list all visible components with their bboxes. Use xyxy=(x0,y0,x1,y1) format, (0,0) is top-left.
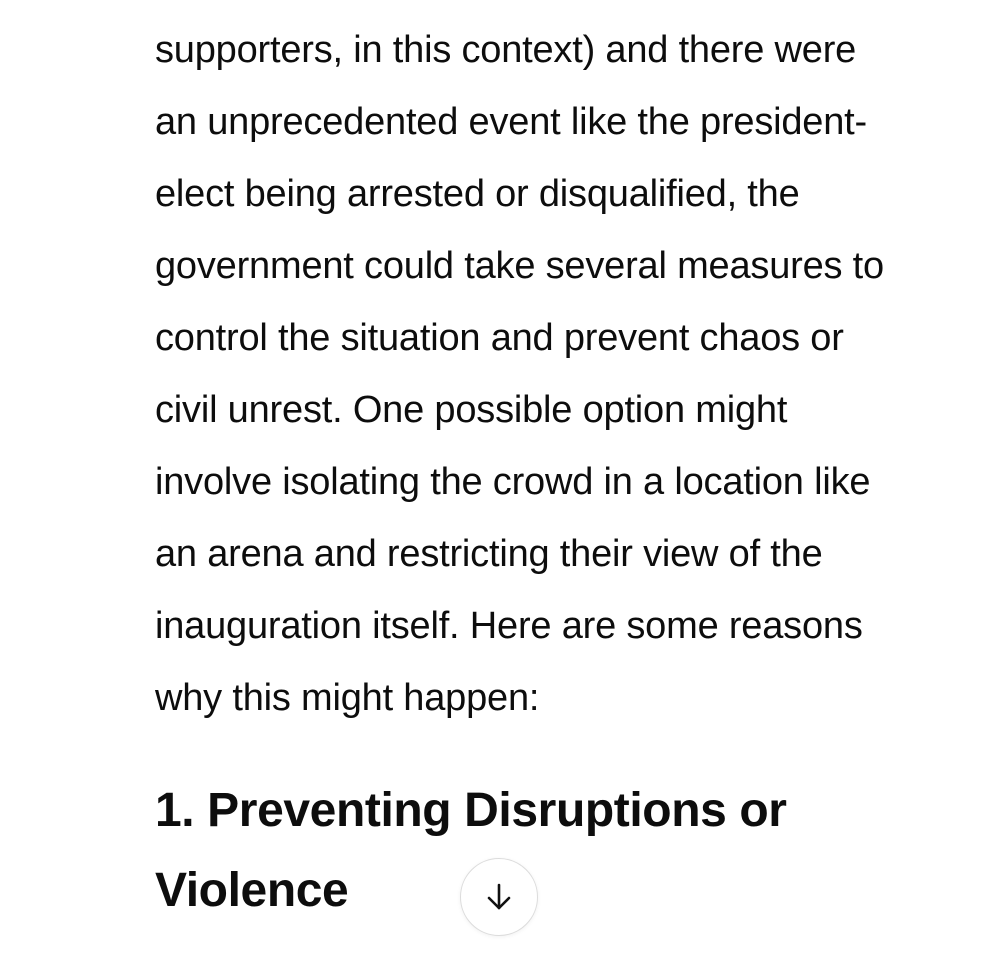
paragraph-line: an unprecedented event like the president- xyxy=(155,101,867,143)
paragraph-line: elect being arrested or disqualified, the xyxy=(155,173,800,215)
arrow-down-icon xyxy=(482,880,516,914)
paragraph-line: civil unrest. One possible option might xyxy=(155,389,788,431)
paragraph-line: supporters, in this context) and there were xyxy=(155,29,857,71)
assistant-message xyxy=(155,14,985,734)
paragraph-line: government could take several measures to xyxy=(155,245,884,287)
section-heading xyxy=(155,771,985,931)
paragraph-line: why this might happen: xyxy=(155,677,540,719)
paragraph-line: inauguration itself. Here are some reasons xyxy=(155,605,863,647)
heading-line: 1. Preventing Disruptions or xyxy=(155,784,787,837)
heading-line: Violence xyxy=(155,864,349,917)
paragraph-line: involve isolating the crowd in a location like xyxy=(155,461,871,503)
scroll-to-bottom-button[interactable] xyxy=(460,858,538,936)
paragraph-line: control the situation and prevent chaos or xyxy=(155,317,844,359)
paragraph-line: an arena and restricting their view of the xyxy=(155,533,823,575)
message-paragraph xyxy=(155,14,985,734)
